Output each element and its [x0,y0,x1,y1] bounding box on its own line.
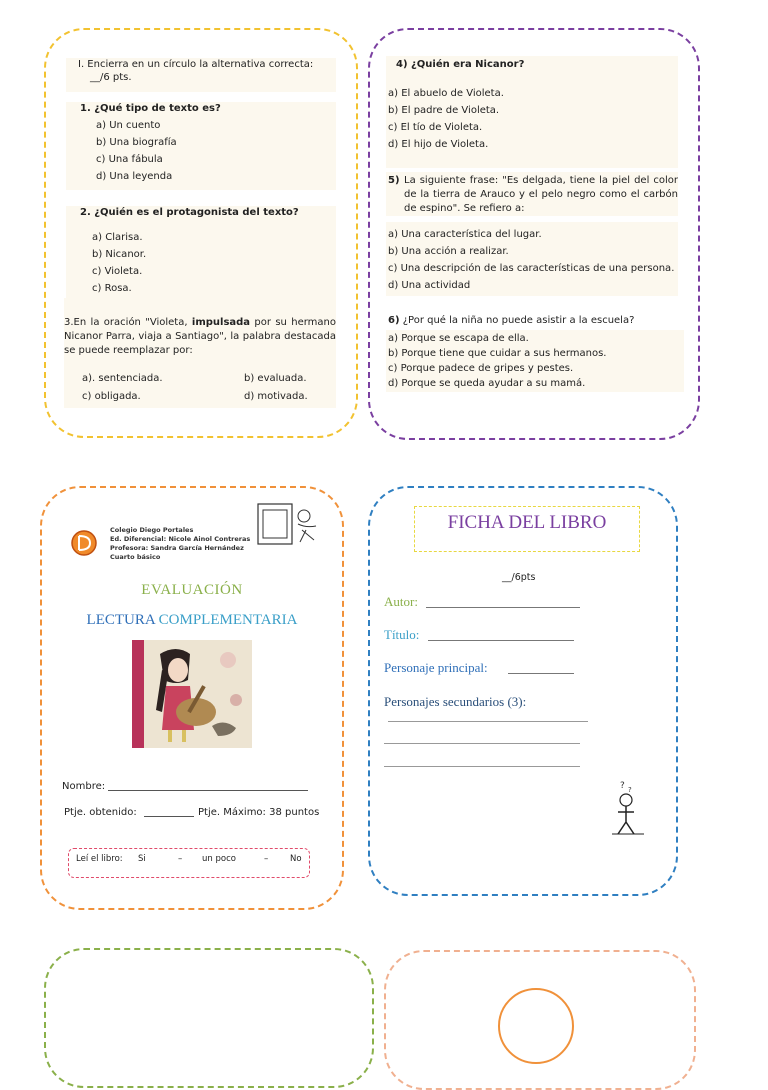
personaje-principal-field[interactable] [508,673,574,674]
q5-option[interactable]: b) Una acción a realizar. [388,246,509,257]
ficha-points: __/6pts [502,572,536,583]
bottom-circle-icon [498,988,574,1064]
q4-option[interactable]: a) El abuelo de Violeta. [388,88,504,99]
q4-option[interactable]: c) El tío de Violeta. [388,122,483,133]
q3-option[interactable]: b) evaluada. [244,373,307,384]
titulo-field[interactable] [428,640,574,641]
lei-separator: – [264,854,269,864]
personaje-secundario-field[interactable] [384,743,580,744]
q1-option[interactable]: d) Una leyenda [96,171,173,182]
q6-option[interactable]: c) Porque padece de gripes y pestes. [388,363,574,374]
nombre-label: Nombre: [62,781,106,792]
svg-text:?: ? [628,786,632,794]
reading-sketch-icon [256,500,322,548]
q6-option[interactable]: d) Porque se queda ayudar a su mamá. [388,378,586,389]
lei-separator: – [178,854,183,864]
question-6: 6) ¿Por qué la niña no puede asistir a la escuela? [388,315,635,326]
bottom-card-left [44,948,374,1088]
q1-option[interactable]: b) Una biografía [96,137,177,148]
personaje-principal-label: Personaje principal: [384,660,488,675]
question-1: 1. ¿Qué tipo de texto es? a) Un cuento b) Una biografía c) Una fábula d) Una leyenda [66,102,336,190]
ficha-title: FICHA DEL LIBRO [447,512,607,533]
lei-option-un-poco[interactable]: un poco [202,854,236,864]
q1-option[interactable]: a) Un cuento [96,120,161,131]
q6-option[interactable]: a) Porque se escapa de ella. [388,333,529,344]
q3-option[interactable]: a). sentenciada. [82,373,163,384]
q5-option[interactable]: a) Una característica del lugar. [388,229,542,240]
q2-option[interactable]: a) Clarisa. [92,232,143,243]
q4-option[interactable]: b) El padre de Violeta. [388,105,500,116]
svg-text:?: ? [620,781,625,791]
ptje-obtenido-label: Ptje. obtenido: [64,807,137,818]
autor-field[interactable] [426,607,580,608]
titulo-label: Título: [384,627,420,642]
lei-option-si[interactable]: Si [138,854,146,864]
question-3: 3.En la oración "Violeta, impulsada por su hermano Nicanor Parra, viaja a Santiago", la palabra destacada se puede reemplazar por: [64,298,336,408]
q4-option[interactable]: d) El hijo de Violeta. [388,139,489,150]
book-cover-image [132,640,252,748]
thinking-figure-icon [606,778,648,838]
question-2: 2. ¿Quién es el protagonista del texto? a) Clarisa. b) Nicanor. c) Violeta. c) Rosa. [66,206,336,302]
personaje-secundario-field[interactable] [384,766,580,767]
q2-option[interactable]: b) Nicanor. [92,249,147,260]
nombre-field[interactable] [108,790,308,791]
question-5-text: 5) La siguiente frase: "Es delgada, tiene la piel del color de la tierra de Arauco y el pelo negro como el carbón de espino". Se refiero a: [386,172,678,216]
title-lectura: LECTURA COMPLEMENTARIA [86,612,298,628]
q2-option[interactable]: c) Violeta. [92,266,143,277]
ptje-maximo: Ptje. Máximo: 38 puntos [198,807,320,818]
personajes-secundarios-label: Personajes secundarios (3): [384,694,527,709]
lei-el-libro-label: Leí el libro: [76,854,123,864]
school-logo-icon [70,528,98,558]
title-evaluacion: EVALUACIÓN [141,582,243,598]
q5-option[interactable]: d) Una actividad [388,280,471,291]
school-info: Colegio Diego Portales Ed. Diferencial: Nicole Ainol Contreras Profesora: Sandra García Hernández Cuarto básico [110,526,251,561]
question-4: 4) ¿Quién era Nicanor? a) El abuelo de Violeta. b) El padre de Violeta. c) El tío de Violeta. d) El hijo de Violeta. [386,56,678,168]
instruction: I. Encierra en un círculo la alternativa correcta: __/6 pts. [66,58,336,92]
q1-option[interactable]: c) Una fábula [96,154,163,165]
q3-option[interactable]: c) obligada. [82,391,141,402]
lei-option-no[interactable]: No [290,854,302,864]
autor-label: Autor: [384,594,418,609]
personaje-secundario-field[interactable] [388,721,588,722]
q6-option[interactable]: b) Porque tiene que cuidar a sus hermanos. [388,348,607,359]
question-5-options [386,222,678,296]
q3-option[interactable]: d) motivada. [244,391,308,402]
ptje-obtenido-field[interactable] [144,816,194,817]
q5-option[interactable]: c) Una descripción de las características de una persona. [388,263,675,274]
q2-option[interactable]: c) Rosa. [92,283,132,294]
question-6-options [386,330,684,392]
